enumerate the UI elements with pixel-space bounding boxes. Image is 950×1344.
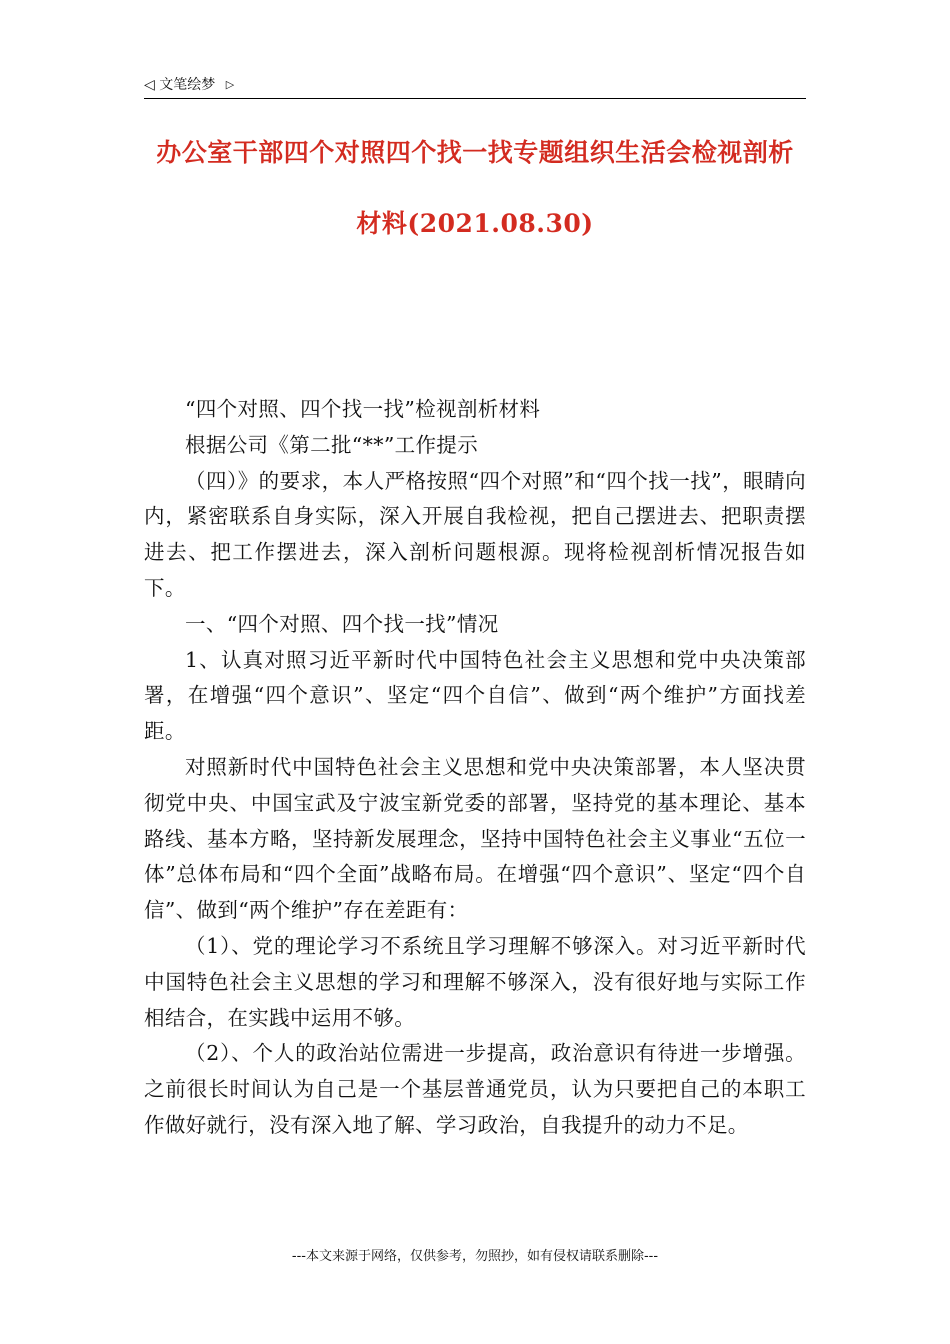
- right-triangle-icon: ▷: [225, 78, 235, 91]
- document-body: [144, 392, 806, 1144]
- body-paragraph: 1、认真对照习近平新时代中国特色社会主义思想和党中央决策部署，在增强“四个意识”、坚定“四个自信”、做到“两个维护”方面找差距。: [144, 647, 806, 744]
- page-footer: ---本文来源于网络，仅供参考，勿照抄，如有侵权请联系删除---: [291, 1249, 659, 1264]
- header-brand: [144, 74, 234, 96]
- left-triangle-icon: ◁: [144, 77, 155, 93]
- body-paragraph: 根据公司《第二批“**”工作提示: [185, 432, 479, 457]
- body-paragraph: “四个对照、四个找一找”检视剖析材料: [185, 397, 541, 421]
- page-header: [144, 74, 806, 99]
- body-paragraph: （四）》的要求，本人严格按照“四个对照”和“四个找一找”，眼睛向内，紧密联系自身实际，深入开展自我检视，把自己摆进去、把职责摆进去、把工作摆进去，深入剖析问题根源。现将检视剖析情况报告如下。: [144, 468, 806, 600]
- document-title-line-2: 材料(2021.08.30): [356, 209, 594, 238]
- body-paragraph: （2）、个人的政治站位需进一步提高，政治意识有待进一步增强。之前很长时间认为自己是一个基层普通党员，认为只要把自己的本职工作做好就行，没有深入地了解、学习政治，自我提升的动力不足。: [144, 1041, 806, 1137]
- body-paragraph: 对照新时代中国特色社会主义思想和党中央决策部署，本人坚决贯彻党中央、中国宝武及宁波宝新党委的部署，坚持党的基本理论、基本路线、基本方略，坚持新发展理念，坚持中国特色社会主义事业“五位一体”总体布局和“四个全面”战略布局。在增强“四个意识”、坚定“四个自信”、做到“两个维护”存在差距有：: [144, 754, 806, 923]
- document-title-line-1: 办公室干部四个对照四个找一找专题组织生活会检视剖析: [156, 138, 794, 167]
- brand-name: 文笔绘梦: [159, 77, 216, 93]
- body-paragraph: （1）、党的理论学习不系统且学习理解不够深入。对习近平新时代中国特色社会主义思想的学习和理解不够深入，没有很好地与实际工作相结合，在实践中运用不够。: [144, 933, 806, 1030]
- section-heading: 一、“四个对照、四个找一找”情况: [185, 611, 499, 636]
